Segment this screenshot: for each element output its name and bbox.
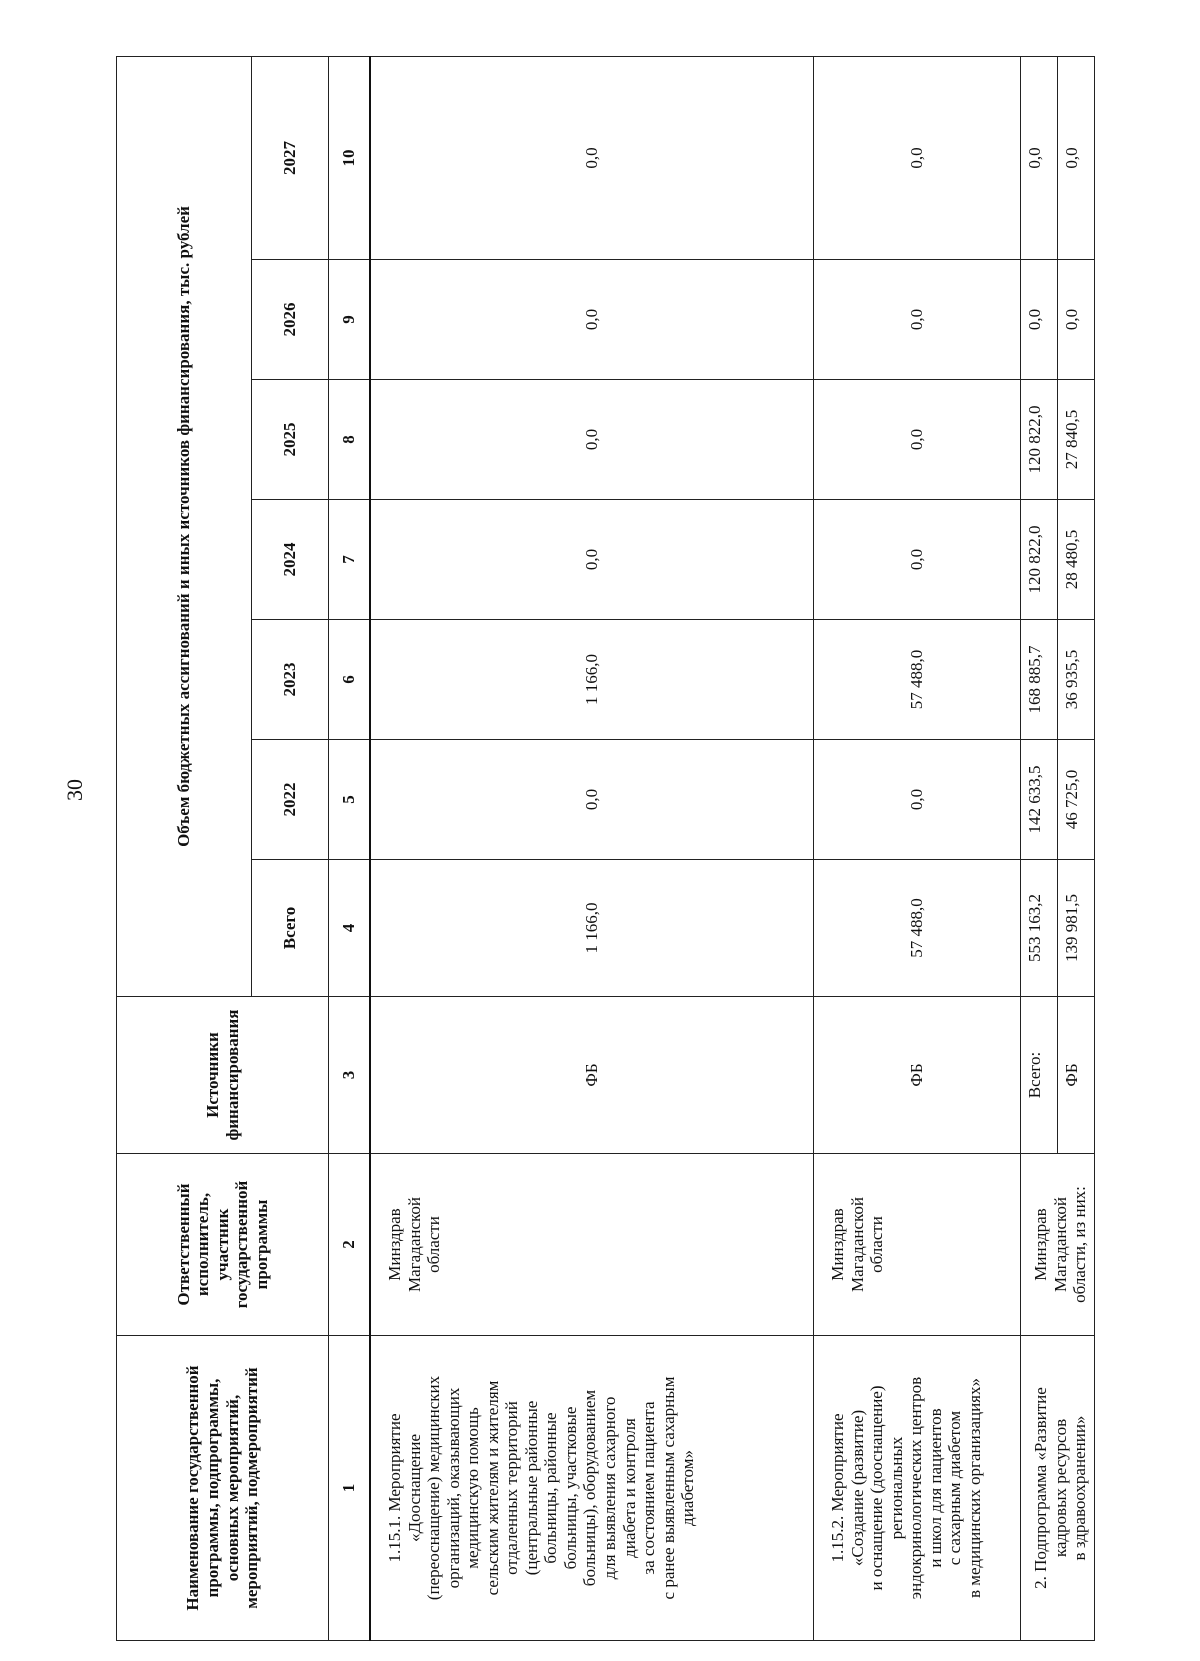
row-value: 1 166,0 [370,860,814,997]
row-value: 36 935,5 [1058,620,1095,740]
table-row [814,56,1021,1640]
row-value: 0,0 [814,56,1021,259]
header-year: 2025 [252,380,329,500]
row-value: 0,0 [814,500,1021,620]
column-number-row [329,56,371,1640]
column-number: 1 [329,1336,371,1641]
row-source: Всего: [1021,997,1058,1154]
row-responsible: Минздрав Магаданской области [370,1154,814,1336]
row-value: 57 488,0 [814,860,1021,997]
table-row [1021,56,1058,1640]
row-responsible: Минздрав Магаданской области [814,1154,1021,1336]
header-year: 2026 [252,260,329,380]
column-number: 4 [329,860,371,997]
header-source: Источники финансирования [117,997,329,1154]
column-number: 7 [329,500,371,620]
row-value: 0,0 [814,740,1021,860]
row-source: ФБ [370,997,814,1154]
row-value: 28 480,5 [1058,500,1095,620]
row-value: 120 822,0 [1021,380,1058,500]
row-value: 553 163,2 [1021,860,1058,997]
column-number: 2 [329,1154,371,1336]
row-value: 142 633,5 [1021,740,1058,860]
row-value: 120 822,0 [1021,500,1058,620]
financing-table-wrapper [116,57,1090,1641]
row-source: ФБ [814,997,1021,1154]
row-value: 46 725,0 [1058,740,1095,860]
column-number: 6 [329,620,371,740]
row-value: 0,0 [1058,260,1095,380]
row-value: 0,0 [370,380,814,500]
financing-table [116,56,1095,1641]
row-value: 0,0 [1021,56,1058,259]
row-value: 1 166,0 [370,620,814,740]
header-financing-group: Объем бюджетных ассигнований и иных источников финансирования, тыс. рублей [117,56,252,996]
row-value: 0,0 [370,500,814,620]
row-value: 0,0 [370,740,814,860]
row-name: 1.15.2. Мероприятие «Создание (развитие) и оснащение (дооснащение) региональных эндокринологических центров и школ для пациентов с сахарным диабетом в медицинских организациях» [814,1336,1021,1641]
row-value: 0,0 [370,260,814,380]
row-value: 27 840,5 [1058,380,1095,500]
header-name: Наименование государственной программы, подпрограммы, основных мероприятий, мероприятий, подмероприятий [117,1336,329,1641]
row-value: 0,0 [814,260,1021,380]
header-row [117,56,252,1640]
header-year: Всего [252,860,329,997]
row-name: 2. Подпрограмма «Развитие кадровых ресурсов в здравоохранении» [1021,1336,1095,1641]
row-name: 1.15.1. Мероприятие «Дооснащение (переоснащение) медицинских организаций, оказывающих медицинскую помощь сельским жителям и жителям отдаленных территорий (центральные районные больницы, районные больницы, участковые больницы), оборудованием для выявления сахарного диабета и контроля за состоянием пациента с ранее выявленным сахарным диабетом» [370,1336,814,1641]
header-responsible: Ответственный исполнитель, участник государственной программы [117,1154,329,1336]
row-value: 0,0 [1058,56,1095,259]
row-value: 168 885,7 [1021,620,1058,740]
row-responsible: Минздрав Магаданской области, из них: [1021,1154,1095,1336]
column-number: 9 [329,260,371,380]
row-value: 139 981,5 [1058,860,1095,997]
page-number: 30 [62,779,87,801]
column-number: 10 [329,56,371,259]
row-value: 0,0 [370,56,814,259]
table-row [370,56,814,1640]
row-value: 0,0 [814,380,1021,500]
row-value: 0,0 [1021,260,1058,380]
header-year: 2022 [252,740,329,860]
row-source: ФБ [1058,997,1095,1154]
column-number: 8 [329,380,371,500]
header-year: 2024 [252,500,329,620]
column-number: 3 [329,997,371,1154]
header-year: 2027 [252,56,329,259]
column-number: 5 [329,740,371,860]
header-year: 2023 [252,620,329,740]
row-value: 57 488,0 [814,620,1021,740]
